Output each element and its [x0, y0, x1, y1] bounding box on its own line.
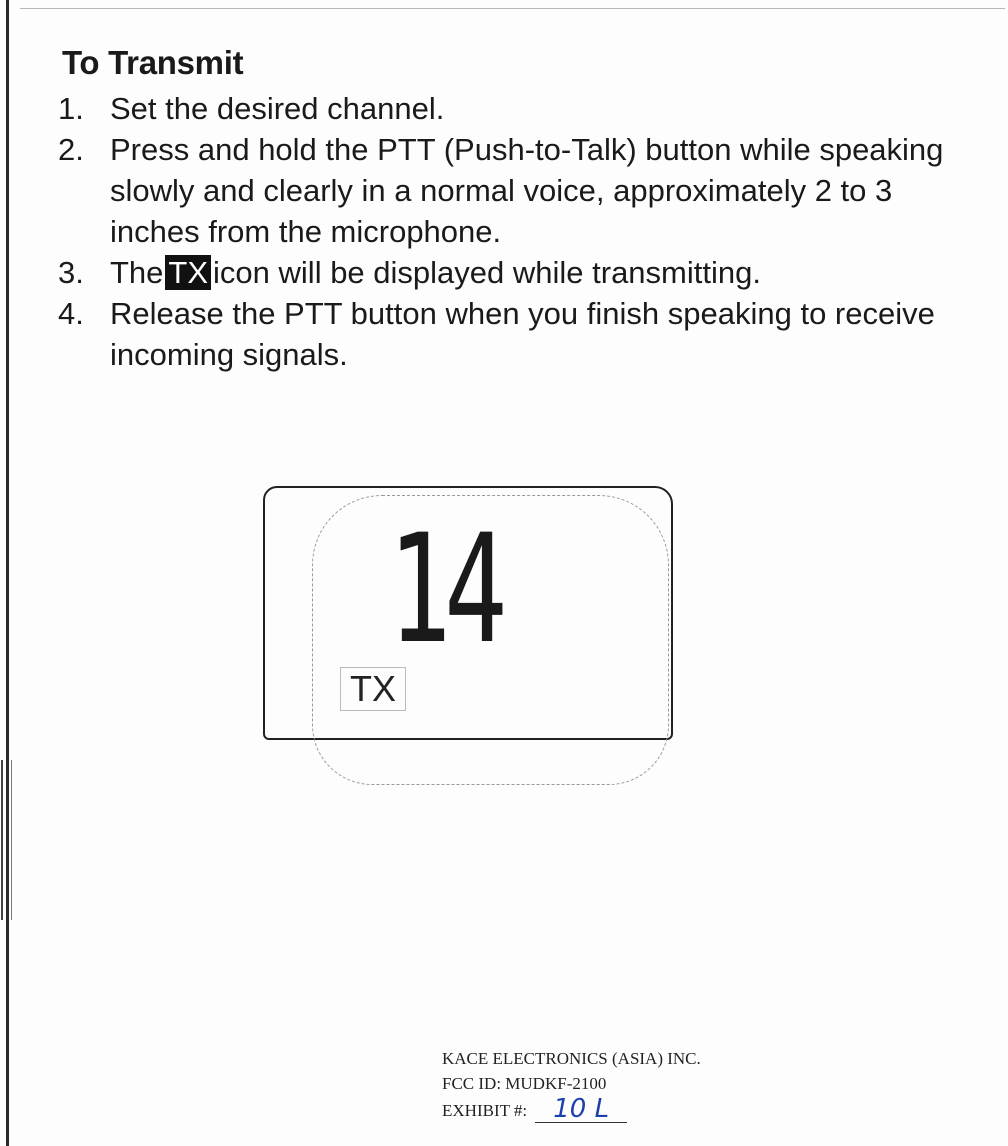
step-text: Press and hold the PTT (Push-to-Talk) button while speaking slowly and clearly in a normal voice, approximately 2 to 3 inches from the microphone.: [110, 132, 944, 249]
tx-icon: TX: [165, 255, 211, 290]
step-text-before: The: [110, 255, 164, 290]
exhibit-line: [442, 1096, 701, 1123]
step-number: 4.: [58, 296, 84, 331]
scan-binding-mark: [1, 760, 12, 920]
list-item: [58, 293, 958, 375]
step-text: [110, 252, 958, 293]
steps-list: [58, 88, 958, 375]
channel-number-display: 14: [388, 503, 501, 677]
list-item: [58, 129, 958, 252]
step-number: 1.: [58, 91, 84, 126]
step-text: Set the desired channel.: [110, 91, 445, 126]
step-number: 3.: [58, 255, 84, 290]
section-heading: To Transmit: [62, 44, 244, 81]
scan-edge-top: [20, 8, 1005, 9]
footer-stamp: [442, 1046, 701, 1123]
step-text-after: icon will be displayed while transmitting.: [213, 255, 761, 290]
company-name: KACE ELECTRONICS (ASIA) INC.: [442, 1049, 701, 1068]
tx-indicator: TX: [340, 667, 406, 711]
exhibit-label: EXHIBIT #:: [442, 1101, 528, 1120]
step-text: Release the PTT button when you finish speaking to receive incoming signals.: [110, 296, 935, 372]
list-item: [58, 88, 958, 129]
step-number: 2.: [58, 132, 84, 167]
scan-edge-left: [6, 0, 9, 1146]
list-item: [58, 252, 958, 293]
fcc-id: FCC ID: MUDKF-2100: [442, 1074, 607, 1093]
exhibit-handwritten-value: 10 L: [535, 1096, 627, 1123]
